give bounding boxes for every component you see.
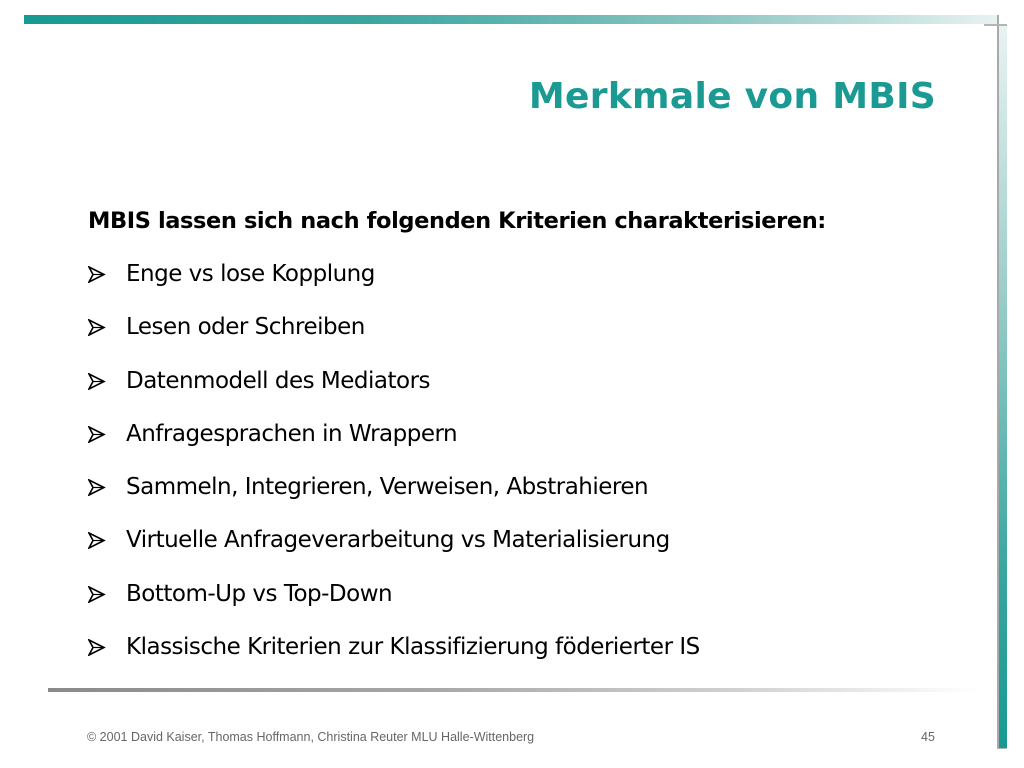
intro-text: MBIS lassen sich nach folgenden Kriterien charakterisieren: (88, 208, 826, 234)
bullet-item (88, 256, 988, 292)
bullet-text: Datenmodell des Mediators (126, 367, 431, 394)
slide-title: Merkmale von MBIS (528, 76, 936, 117)
bullet-item (88, 522, 988, 558)
footer-copyright: © 2001 David Kaiser, Thomas Hoffmann, Christina Reuter MLU Halle-Wittenberg (87, 730, 535, 744)
bullet-text: Anfragesprachen in Wrappern (126, 420, 458, 447)
bullet-text: Lesen oder Schreiben (126, 314, 365, 341)
bullet-item (88, 576, 988, 612)
bullet-item (88, 629, 988, 665)
arrowhead-bullet-icon (88, 371, 126, 391)
arrowhead-bullet-icon (88, 264, 126, 284)
arrowhead-bullet-icon (88, 477, 126, 497)
arrowhead-bullet-icon (88, 584, 126, 604)
bullet-list (88, 256, 988, 665)
bullet-item (88, 309, 988, 345)
bullet-item (88, 416, 988, 452)
arrowhead-bullet-icon (88, 530, 126, 550)
frame-bottom-line (997, 748, 1007, 749)
bottom-divider (48, 688, 978, 692)
slide-content (88, 203, 988, 682)
bullet-text: Klassische Kriterien zur Klassifizierung föderierter IS (126, 634, 700, 661)
top-accent-bar (24, 15, 998, 24)
bullet-item (88, 363, 988, 399)
arrowhead-bullet-icon (88, 637, 126, 657)
arrowhead-bullet-icon (88, 424, 126, 444)
bullet-text: Sammeln, Integrieren, Verweisen, Abstrahieren (126, 474, 649, 501)
bullet-item (88, 469, 988, 505)
arrowhead-bullet-icon (88, 317, 126, 337)
bullet-text: Virtuelle Anfrageverarbeitung vs Materialisierung (126, 527, 670, 554)
bullet-text: Bottom-Up vs Top-Down (126, 580, 393, 607)
page-number: 45 (921, 730, 935, 744)
bullet-text: Enge vs lose Kopplung (126, 261, 375, 287)
right-accent-bar (999, 26, 1007, 749)
